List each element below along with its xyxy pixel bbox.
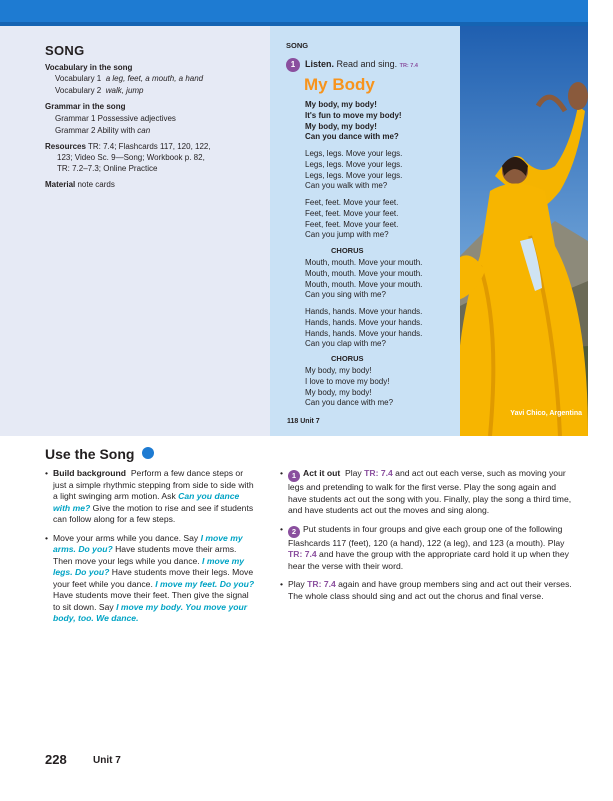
step-1-icon: 1: [286, 58, 300, 72]
bullet-text: and have the group with the appropriate card hold it up when they hear the verse with their word.: [288, 549, 569, 571]
chorus-label-2: CHORUS: [331, 354, 364, 363]
bullet-move-arms: [45, 533, 257, 625]
student-page-footer: 118 Unit 7: [287, 418, 320, 425]
track-ref: TR: 7.4: [364, 468, 393, 478]
listen-instruction: [305, 59, 418, 69]
bullet-text: Have students move their arms. Then move your legs while you dance.: [53, 544, 237, 566]
lyric-line: Can you clap with me?: [305, 339, 386, 349]
vocab2-value: walk, jump: [105, 86, 144, 95]
bullet-groups: [280, 524, 576, 573]
lyric-line: Can you sing with me?: [305, 290, 386, 300]
listen-rest: Read and sing.: [336, 59, 398, 69]
track-ref: TR: 7.4: [399, 63, 418, 69]
material-label: Material: [45, 180, 76, 189]
lyric-line: Mouth, mouth. Move your mouth.: [305, 279, 423, 289]
dancer-illustration: [460, 26, 588, 436]
bullet-heading: Act it out: [303, 468, 341, 478]
lyric-line: Mouth, mouth. Move your mouth.: [305, 268, 423, 278]
bullet-text: Put students in four groups and give each group one of the following Flashcards 117 (feet), 120 (a hand), 122 (a leg), and 123 (a mouth). Play: [288, 523, 565, 548]
lyric-line: Legs, legs. Move your legs.: [305, 170, 403, 180]
bullet-heading: Build background: [53, 468, 127, 478]
lyric-line: My body, my body!: [305, 100, 377, 109]
vocab1-label: Vocabulary 1: [55, 74, 102, 83]
grammar1: Grammar 1 Possessive adjectives: [55, 114, 176, 123]
verse-intro: [305, 100, 402, 143]
verse-feet: [305, 198, 398, 241]
resources-row: [45, 142, 211, 152]
lyric-line: My body, my body!: [305, 387, 372, 397]
page-unit-label: Unit 7: [93, 755, 121, 766]
step-2-icon: 2: [288, 526, 300, 538]
photo-caption: Yavi Chico, Argentina: [510, 410, 582, 417]
bullet-text: Play: [288, 579, 305, 589]
lyric-line: Hands, hands. Move your hands.: [305, 307, 423, 316]
bullet-text: Perform a few dance steps or just a simple rhythmic stepping from side to side with a light swinging arm motion. Ask: [53, 468, 254, 501]
page-number: 228: [45, 752, 67, 767]
verse-mouth: [305, 258, 422, 301]
teacher-line: I move my body. You move your body, too. We dance.: [53, 601, 248, 623]
bullet-text: again and have group members sing and act out their verses. The whole class should sing and act out the chorus and final verse.: [288, 579, 572, 601]
teacher-line: I move my legs. Do you?: [53, 555, 245, 577]
section-heading: Use the Song: [45, 446, 135, 462]
lyric-line: It's fun to move my body!: [305, 110, 402, 120]
bullet-play-again: [280, 579, 576, 602]
left-teaching-column: [45, 468, 257, 632]
lyric-line: Legs, legs. Move your legs.: [305, 159, 403, 169]
lyric-line: Feet, feet. Move your feet.: [305, 198, 399, 207]
lyric-line: Feet, feet. Move your feet.: [305, 219, 399, 229]
lyric-line: Hands, hands. Move your hands.: [305, 328, 423, 338]
grammar2-row: [55, 126, 150, 136]
step-1-icon: 1: [288, 470, 300, 482]
song-section-label: SONG: [286, 41, 309, 50]
material-value: note cards: [77, 180, 115, 189]
lyric-line: Can you dance with me?: [305, 398, 394, 408]
teacher-line: I move my arms. Do you?: [53, 532, 243, 554]
resources-label: Resources: [45, 142, 86, 151]
verse-final: [305, 366, 393, 409]
lyric-line: Can you jump with me?: [305, 230, 389, 240]
blue-dot-icon: [142, 447, 154, 459]
teacher-line: I move my feet. Do you?: [155, 578, 255, 589]
chorus-label: CHORUS: [331, 246, 364, 255]
bullet-text: Have students move their feet. Then give the signal to sit down. Say: [53, 590, 249, 612]
grammar2-label: Grammar 2 Ability with: [55, 126, 136, 135]
right-teaching-column: [280, 468, 576, 609]
teacher-line: Can you dance with me?: [53, 491, 240, 513]
lyric-line: Legs, legs. Move your legs.: [305, 149, 403, 158]
lyric-line: I love to move my body!: [305, 376, 390, 386]
resources-line3: TR: 7.2–7.3; Online Practice: [57, 164, 158, 173]
lyric-line: Can you dance with me?: [305, 132, 399, 142]
lyric-line: Feet, feet. Move your feet.: [305, 208, 399, 218]
resources-line2: 123; Video Sc. 9—Song; Workbook p. 82,: [57, 153, 205, 162]
bullet-text: Have students move their legs. Move your feet while you dance.: [53, 567, 254, 589]
vocab1-row: [55, 74, 203, 84]
bullet-text: Move your arms while you dance. Say: [53, 532, 199, 543]
material-row: [45, 180, 115, 190]
bullet-act-it-out: [280, 468, 576, 517]
resources-line1: TR: 7.4; Flashcards 117, 120, 122,: [88, 142, 211, 151]
verse-legs: [305, 149, 402, 192]
bullet-text: Play: [345, 468, 362, 478]
bullet-text: Give the motion to rise and see if students can follow along for a few steps.: [53, 502, 254, 524]
track-ref: TR: 7.4: [307, 579, 336, 589]
dancer-photo: [460, 26, 588, 436]
vocab2-row: [55, 86, 144, 96]
track-ref: TR: 7.4: [288, 549, 317, 559]
vocab2-label: Vocabulary 2: [55, 86, 102, 95]
lyric-line: My body, my body!: [305, 121, 377, 131]
vocab1-value: a leg, feet, a mouth, a hand: [105, 74, 204, 83]
listen-bold: Listen.: [305, 59, 335, 69]
vocab-heading: Vocabulary in the song: [45, 63, 133, 72]
lyric-line: Hands, hands. Move your hands.: [305, 317, 423, 327]
grammar2-value: can: [137, 126, 151, 135]
lyric-line: Can you walk with me?: [305, 181, 388, 191]
song-title: My Body: [304, 75, 375, 94]
lyric-line: My body, my body!: [305, 366, 372, 375]
verse-hands: [305, 307, 422, 350]
lesson-title: SONG: [45, 43, 85, 58]
bullet-text: and act out each verse, such as moving your legs and pretending to walk for the first verse. Play the song again and have students act out the song with you. Finally, play the song a third time, and have students act out the moves and sing along.: [288, 468, 572, 515]
bullet-build-background: [45, 468, 257, 526]
grammar-heading: Grammar in the song: [45, 102, 126, 111]
lyric-line: Mouth, mouth. Move your mouth.: [305, 258, 423, 267]
